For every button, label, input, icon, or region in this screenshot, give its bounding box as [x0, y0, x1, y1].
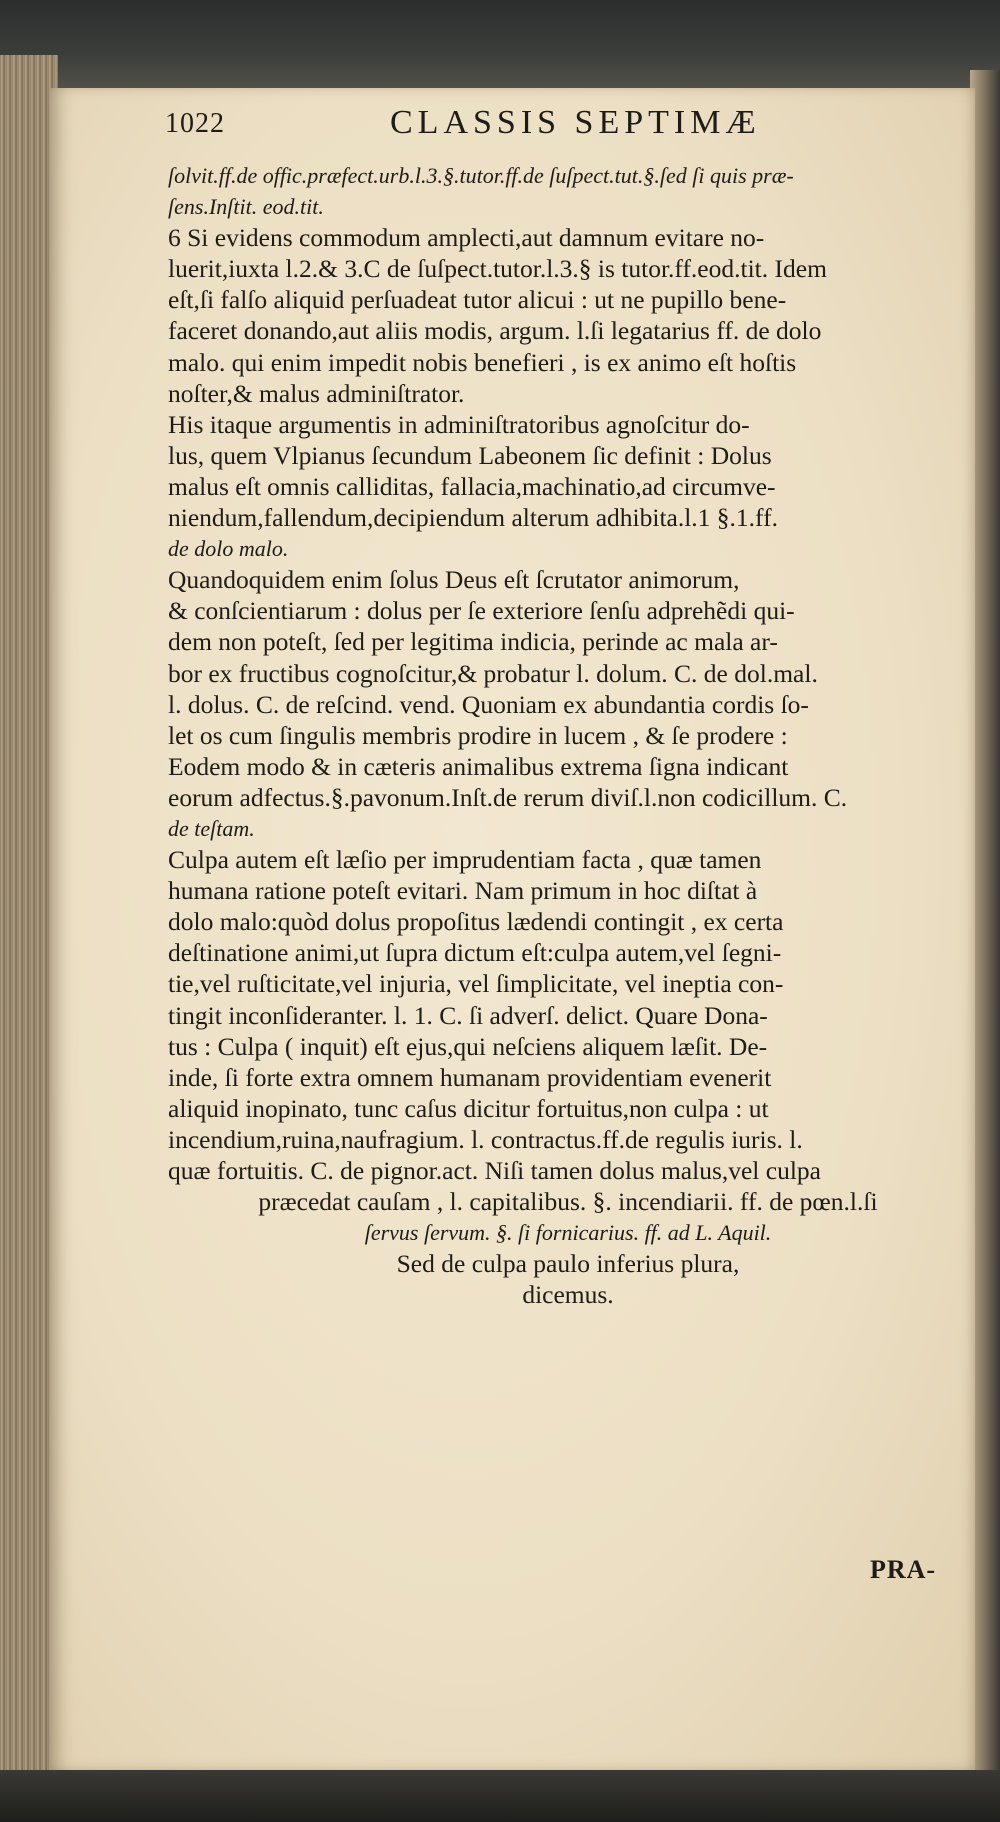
text-line: de teſtam.: [168, 815, 255, 841]
text-line: aliquid inopinato, tunc caſus dicitur fortuitus,non culpa : ut: [168, 1093, 769, 1123]
text-line: tingit inconſideranter. l. 1. C. ſi adverſ. delict. Quare Dona-: [168, 1000, 768, 1030]
page-number: 1022: [165, 108, 225, 139]
text-line: quæ fortuitis. C. de pignor.act. Niſi tamen dolus malus,vel culpa: [168, 1156, 821, 1185]
text-line: luerit,iuxta l.2.& 3.C de ſuſpect.tutor.l.3.§ is tutor.ff.eod.tit. Idem: [168, 254, 827, 284]
text-line: bor ex fructibus cognoſcitur,& probatur l. dolum. C. de dol.mal.: [168, 658, 818, 688]
text-line: dem non poteſt, ſed per legitima indicia, perinde ac mala ar-: [168, 627, 778, 657]
text-line: noſter,& malus adminiſtrator.: [168, 378, 465, 408]
text-line: tie,vel ruſticitate,vel injuria, vel ſimplicitate, vel ineptia con-: [168, 969, 784, 999]
text-line: tus : Culpa ( inquit) eſt ejus,qui neſciens aliquem læſit. De-: [168, 1031, 768, 1061]
text-line: præcedat cauſam , l. capitalibus. §. incendiarii. ff. de pœn.l.ſi: [258, 1187, 878, 1217]
text-line: humana ratione poteſt evitari. Nam primum in hoc diſtat à: [168, 876, 758, 906]
text-line: 6 Si evidens commodum amplecti,aut damnum evitare no-: [168, 223, 765, 253]
text-line: deſtinatione animi,ut ſupra dictum eſt:culpa autem,vel ſegni-: [168, 938, 782, 968]
text-line: His itaque argumentis in adminiſtratoribus agnoſcitur do-: [168, 409, 750, 439]
running-title: CLASSIS SEPTIMÆ: [390, 104, 761, 141]
text-line: let os cum ſingulis membris prodire in lucem , & ſe prodere :: [168, 720, 788, 750]
text-line: dicemus.: [522, 1280, 614, 1310]
text-line: de dolo malo.: [168, 536, 289, 562]
catchword: PRA-: [870, 1555, 937, 1584]
text-line: Quandoquidem enim ſolus Deus eſt ſcrutator animorum,: [168, 565, 740, 595]
text-line: inde, ſi forte extra omnem humanam providentiam evenerit: [168, 1062, 772, 1092]
text-line: niendum,fallendum,decipiendum alterum adhibita.l.1 §.1.ff.: [168, 503, 778, 533]
text-line: incendium,ruina,naufragium. l. contractus.ff.de regulis iuris. l.: [168, 1124, 803, 1154]
text-line: Eodem modo & in cæteris animalibus extrema ſigna indicant: [168, 751, 789, 781]
text-line: lus, quem Vlpianus ſecundum Labeonem ſic definit : Dolus: [168, 440, 772, 470]
text-line: eorum adfectus.§.pavonum.Inſt.de rerum diviſ.l.non codicillum. C.: [168, 782, 848, 812]
text-line: Sed de culpa paulo inferius plura,: [396, 1249, 740, 1279]
text-line: dolo malo:quòd dolus propoſitus lædendi contingit , ex certa: [168, 907, 784, 937]
text-line: eſt,ſi falſo aliquid perſuadeat tutor alicui : ut ne pupillo bene-: [168, 285, 787, 315]
page-body: [168, 160, 968, 1310]
text-line: l. dolus. C. de reſcind. vend. Quoniam ex abundantia cordis ſo-: [168, 689, 809, 719]
scan-top-background: [0, 0, 1000, 95]
text-line: malo. qui enim impedit nobis benefieri , is ex animo eſt hoſtis: [168, 347, 797, 377]
text-line: faceret donando,aut aliis modis, argum. l.ſi legatarius ff. de dolo: [168, 316, 822, 346]
text-line: ſolvit.ff.de offic.præfect.urb.l.3.§.tutor.ff.de ſuſpect.tut.§.ſed ſi quis præ-: [168, 163, 794, 188]
text-line: malus eſt omnis calliditas, fallacia,machinatio,ad circumve-: [168, 471, 776, 501]
text-line: & conſcientiarum : dolus per ſe exteriore ſenſu adprehẽdi qui-: [168, 596, 795, 626]
scan-bottom-background: [0, 1770, 1000, 1822]
text-line: ſens.Inſtit. eod.tit.: [168, 194, 324, 220]
text-line: ſervus ſervum. §. ſi fornicarius. ff. ad L. Aquil.: [364, 1220, 772, 1246]
text-line: Culpa autem eſt læſio per imprudentiam facta , quæ tamen: [168, 845, 762, 875]
